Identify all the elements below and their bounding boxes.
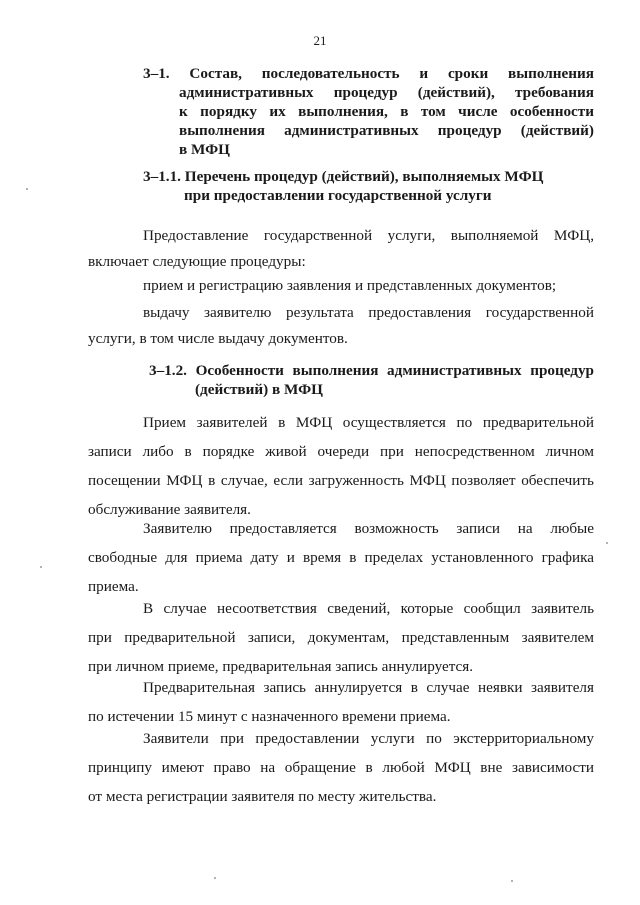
text-line: при предварительной записи, документам, представленным заявителем [88, 629, 594, 646]
heading-line: 3–1. Состав, последовательность и сроки выполнения [143, 65, 594, 82]
text-line: посещении МФЦ в случае, если загруженность МФЦ позволяет обеспечить [88, 472, 594, 489]
heading-line: 3–1.2. Особенности выполнения административных процедур [149, 362, 594, 379]
paragraph [88, 594, 594, 681]
text-line: Заявители при предоставлении услуги по экстерриториальному [143, 730, 594, 747]
text-line: при личном приеме, предварительная запись аннулируется. [88, 658, 474, 675]
text-line: Заявителю предоставляется возможность записи на любые [143, 520, 594, 537]
heading-line: в МФЦ [179, 141, 230, 158]
page-number: 21 [313, 33, 327, 48]
text-line: выдачу заявителю результата предоставления государственной [143, 304, 594, 321]
paragraph [88, 724, 594, 811]
scan-speck [511, 880, 513, 882]
heading-line: к порядку их выполнения, в том числе особенности [179, 103, 594, 120]
paragraph [88, 514, 594, 601]
text-line: от места регистрации заявителя по месту жительства. [88, 788, 437, 805]
text-line: Предварительная запись аннулируется в случае неявки заявителя [143, 679, 594, 696]
text-line: Прием заявителей в МФЦ осуществляется по предварительной [143, 414, 594, 431]
scan-speck [214, 877, 216, 879]
text-line: свободные для приема дату и время в пределах установленного графика [88, 549, 594, 566]
subsection-heading-2 [143, 361, 594, 399]
paragraph-intro [88, 223, 594, 275]
list-item [88, 300, 594, 352]
text-line: включает следующие процедуры: [88, 253, 306, 270]
scan-speck [26, 188, 28, 190]
list-item [88, 273, 594, 299]
scan-speck [606, 542, 608, 544]
heading-line: при предоставлении государственной услуги [184, 187, 492, 204]
text-line: В случае несоответствия сведений, которые сообщил заявитель [143, 600, 594, 617]
heading-line: административных процедур (действий), требования [179, 84, 594, 101]
text-line: по истечении 15 минут с назначенного времени приема. [88, 708, 451, 725]
section-heading [143, 64, 594, 159]
text-line: приема. [88, 578, 139, 595]
heading-line: 3–1.1. Перечень процедур (действий), выполняемых МФЦ [143, 168, 544, 185]
text-line: записи либо в порядке живой очереди при непосредственном личном [88, 443, 594, 460]
paragraph [88, 673, 594, 731]
scan-speck [40, 566, 42, 568]
text-line: Предоставление государственной услуги, выполняемой МФЦ, [143, 227, 594, 244]
heading-line: выполнения административных процедур (действий) [179, 122, 594, 139]
heading-line: (действий) в МФЦ [195, 381, 323, 398]
text-line: обслуживание заявителя. [88, 501, 251, 518]
paragraph [88, 408, 594, 524]
text-line: услуги, в том числе выдачу документов. [88, 330, 348, 347]
text-line: принципу имеют право на обращение в любой МФЦ вне зависимости [88, 759, 594, 776]
text-line: прием и регистрацию заявления и представленных документов; [143, 277, 557, 294]
subsection-heading-1 [143, 167, 594, 205]
